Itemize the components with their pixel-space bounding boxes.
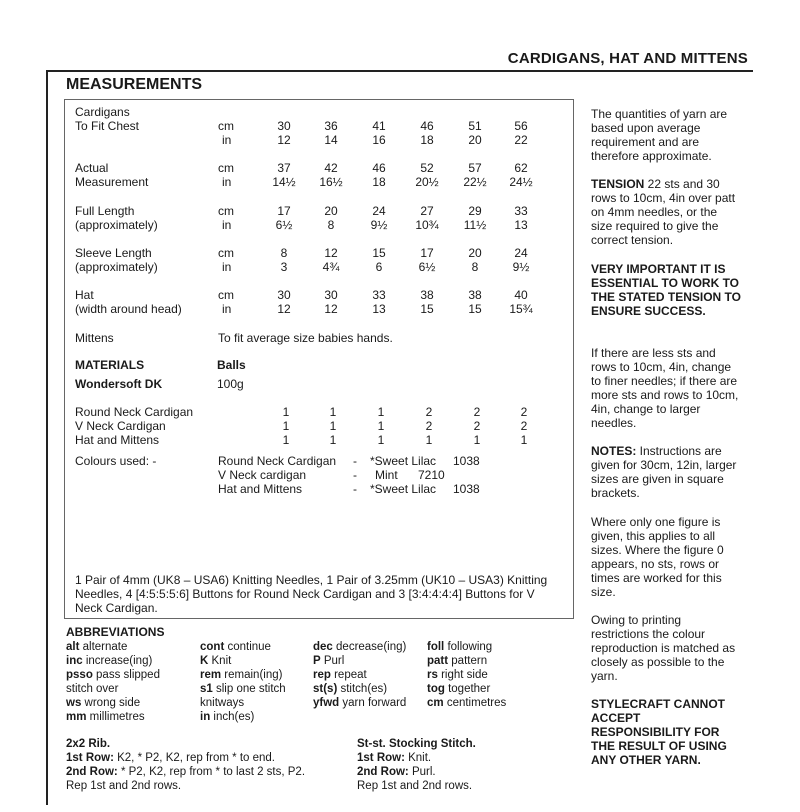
measure-value: 57 [468,161,482,175]
stocking-heading: St-st. Stocking Stitch. [357,738,476,750]
balls-value: 2 [425,405,433,419]
abbreviation-item [313,640,406,654]
unit-label: in [222,218,232,232]
row-label: Sleeve Length [75,246,152,260]
abbreviation-item [427,654,487,668]
row-label: Actual [75,161,109,175]
disclaimer: STYLECRAFT CANNOT ACCEPT RESPONSIBILITY FOR THE RESULT OF USING ANY OTHER YARN. [591,697,727,767]
yarn-weight: 100g [217,377,244,391]
colour-item: V Neck cardigan [218,468,307,482]
measure-value: 30 [324,288,338,302]
measure-value: 24 [372,204,386,218]
measure-value: 17 [420,246,434,260]
unit-label: in [222,302,232,316]
measure-value: 24 [514,246,528,260]
stocking-row-2-text: Purl. [408,766,436,778]
unit-label: in [222,260,232,274]
abbreviation-meaning: Knit [208,655,232,667]
colour-dash: - [353,482,357,496]
important-note: VERY IMPORTANT IT IS ESSENTIAL TO WORK TO THE STATED TENSION TO ENSURE SUCCESS. [591,262,742,318]
page-title: CARDIGANS, HAT AND MITTENS [507,50,748,67]
measure-value: 33 [514,204,528,218]
colour-dash: - [353,454,357,468]
abbreviation-meaning: inch(es) [210,711,255,723]
measure-value: 18 [372,175,386,189]
notes-label: NOTES: [591,444,637,458]
balls-value: 2 [425,419,433,433]
abbreviation-term: st(s) [313,683,338,695]
left-border-line [46,70,48,805]
measure-value: 20 [468,133,482,147]
abbreviation-item [66,682,118,696]
abbreviation-term: dec [313,641,333,653]
rib-row-2-label: 2nd Row: [66,766,118,778]
measure-value: 8 [471,260,479,274]
yarn-name: Wondersoft DK [75,377,163,391]
measure-value: 51 [468,119,482,133]
stocking-row-2 [357,765,436,779]
rib-row-1 [66,751,275,765]
measure-value: 22 [514,133,528,147]
abbreviation-item [313,696,406,710]
measure-value: 46 [372,161,386,175]
colour-note: Owing to printing restrictions the colour reproduction is matched as closely as possible to the yarn. [591,613,736,683]
rib-heading: 2x2 Rib. [66,738,111,750]
abbreviation-item [200,682,286,696]
abbreviation-meaning: decrease(ing) [332,641,407,653]
unit-label: cm [218,161,234,175]
measure-value: 8 [280,246,288,260]
abbreviation-meaning: together [444,683,491,695]
row-label: Full Length [75,204,135,218]
abbreviation-term: mm [66,711,87,723]
measure-value: 52 [420,161,434,175]
measure-value: 15 [372,246,386,260]
abbreviation-meaning: alternate [79,641,128,653]
measure-value: 6½ [418,260,436,274]
measure-value: 62 [514,161,528,175]
tension-label: TENSION [591,177,645,191]
row-label: Measurement [75,175,149,189]
abbreviation-term: rs [427,669,438,681]
balls-value: 1 [425,433,433,447]
mittens-text: To fit average size babies hands. [218,331,393,345]
balls-value: 2 [473,419,481,433]
balls-value: 1 [520,433,528,447]
colour-shade: *Sweet Lilac [370,454,437,468]
measure-value: 29 [468,204,482,218]
abbreviation-term: rem [200,669,222,681]
abbreviation-item [66,696,140,710]
abbreviation-item [66,668,160,682]
abbreviations-heading: ABBREVIATIONS [66,625,165,639]
notes-note [591,444,741,500]
balls-value: 2 [520,419,528,433]
measure-value: 36 [324,119,338,133]
abbreviation-item [66,640,127,654]
row-label: Cardigans [75,105,130,119]
abbreviation-meaning: millimetres [86,711,145,723]
measure-value: 40 [514,288,528,302]
measure-value: 13 [372,302,386,316]
measure-value: 38 [468,288,482,302]
balls-row-label: Round Neck Cardigan [75,405,194,419]
measure-value: 14 [324,133,338,147]
abbreviation-term: cm [427,697,444,709]
rib-row-2-text: * P2, K2, rep from * to last 2 sts, P2. [117,766,306,778]
stocking-repeat: Rep 1st and 2nd rows. [357,780,473,792]
abbreviation-term: alt [66,641,80,653]
colours-label: Colours used: - [75,454,157,468]
measure-value: 12 [324,302,338,316]
abbreviation-meaning: pass slipped [92,669,160,681]
measure-value: 20 [324,204,338,218]
colour-dash: - [353,468,357,482]
colour-item: Round Neck Cardigan [218,454,337,468]
abbreviation-meaning: following [444,641,493,653]
measure-value: 10¾ [415,218,439,232]
notes-text: Instructions are given for 30cm, 12in, larger sizes are given in square brackets. [591,444,737,500]
measure-value: 3 [280,260,288,274]
yarn-quantity-note: The quantities of yarn are based upon average requirement and are therefore approximate. [591,107,728,163]
measure-value: 12 [277,302,291,316]
figures-note: Where only one figure is given, this applies to all sizes. Where the figure 0 appears, no sts, rows or times are worked for this size. [591,515,724,599]
needles-text: 1 Pair of 4mm (UK8 – USA6) Knitting Needles, 1 Pair of 3.25mm (UK10 – USA3) Knitting Needles, 4 [4:5:5:5:6] Buttons for Round Neck Cardigan and 3 [3:4:4:4:4] Buttons for V Neck Cardigan. [75,573,548,615]
measure-value: 37 [277,161,291,175]
row-label: (width around head) [75,302,182,316]
needle-change-note: If there are less sts and rows to 10cm, 4in, change to finer needles; if there are more sts and rows to 10cm, 4in, change to larger needles. [591,346,739,430]
row-label: Hat [75,288,94,302]
abbreviation-item [200,640,271,654]
rib-row-2 [66,765,305,779]
colour-shade: *Sweet Lilac [370,482,437,496]
stocking-row-1-text: Knit. [404,752,432,764]
materials-label: MATERIALS [75,358,145,372]
balls-value: 2 [473,405,481,419]
stocking-row-1 [357,751,431,765]
measure-value: 30 [277,288,291,302]
abbreviation-term: in [200,711,211,723]
unit-label: in [222,133,232,147]
balls-value: 1 [329,405,337,419]
colour-shade: Mint [375,468,398,482]
measure-value: 9½ [370,218,388,232]
abbreviation-item [66,710,145,724]
measure-value: 22½ [463,175,487,189]
measure-value: 42 [324,161,338,175]
measure-value: 15 [468,302,482,316]
measure-value: 13 [514,218,528,232]
measure-value: 6½ [275,218,293,232]
measure-value: 24½ [509,175,533,189]
measurements-heading: MEASUREMENTS [66,76,203,93]
abbreviation-meaning: stitch over [66,683,119,695]
tension-note [591,177,741,247]
abbreviation-item [427,696,506,710]
abbreviation-term: K [200,655,209,667]
balls-row-label: V Neck Cardigan [75,419,166,433]
abbreviation-meaning: Purl [320,655,345,667]
balls-value: 1 [282,405,290,419]
abbreviation-meaning: centimetres [443,697,507,709]
measure-value: 6 [375,260,383,274]
measure-value: 20½ [415,175,439,189]
balls-value: 1 [282,433,290,447]
balls-value: 1 [377,405,385,419]
balls-row-label: Hat and Mittens [75,433,160,447]
balls-value: 1 [329,419,337,433]
abbreviation-term: s1 [200,683,213,695]
abbreviation-item [66,654,152,668]
abbreviation-meaning: repeat [330,669,367,681]
balls-value: 1 [377,433,385,447]
balls-label: Balls [217,358,246,372]
measure-value: 15¾ [509,302,533,316]
abbreviation-meaning: knitways [200,697,245,709]
colour-item: Hat and Mittens [218,482,303,496]
rib-row-1-text: K2, * P2, K2, rep from * to end. [113,752,276,764]
abbreviation-meaning: yarn forward [339,697,407,709]
colour-code: 1038 [453,454,480,468]
abbreviation-item [427,668,488,682]
abbreviation-item [200,710,254,724]
abbreviation-term: tog [427,683,445,695]
abbreviation-term: rep [313,669,331,681]
measure-value: 41 [372,119,386,133]
measure-value: 8 [327,218,335,232]
abbreviation-term: patt [427,655,449,667]
measure-value: 18 [420,133,434,147]
abbreviation-meaning: slip one stitch [212,683,286,695]
abbreviation-meaning: increase(ing) [82,655,153,667]
abbreviation-term: P [313,655,321,667]
abbreviation-item [200,668,282,682]
abbreviation-meaning: right side [437,669,488,681]
measure-value: 33 [372,288,386,302]
row-label: (approximately) [75,218,158,232]
tension-text: 22 sts and 30 rows to 10cm, 4in over patt on 4mm needles, or the size required to give the correct tension. [591,177,736,247]
colour-code: 1038 [453,482,480,496]
abbreviation-item [427,640,492,654]
abbreviation-term: cont [200,641,225,653]
unit-label: in [222,175,232,189]
colour-code: 7210 [418,468,445,482]
abbreviation-meaning: wrong side [81,697,141,709]
abbreviation-meaning: stitch(es) [337,683,388,695]
abbreviation-item [200,696,244,710]
abbreviation-term: inc [66,655,83,667]
rib-row-1-label: 1st Row: [66,752,114,764]
header-rule [46,70,753,72]
balls-value: 1 [473,433,481,447]
measure-value: 56 [514,119,528,133]
measure-value: 20 [468,246,482,260]
balls-value: 1 [377,419,385,433]
row-label: To Fit Chest [75,119,140,133]
abbreviation-item [313,654,344,668]
abbreviation-item [313,682,387,696]
unit-label: cm [218,288,234,302]
measure-value: 15 [420,302,434,316]
measure-value: 12 [324,246,338,260]
abbreviation-term: psso [66,669,93,681]
balls-value: 2 [520,405,528,419]
abbreviation-meaning: remain(ing) [221,669,283,681]
mittens-label: Mittens [75,331,114,345]
abbreviation-meaning: pattern [448,655,488,667]
unit-label: cm [218,204,234,218]
measure-value: 9½ [512,260,530,274]
rib-repeat: Rep 1st and 2nd rows. [66,780,182,792]
measure-value: 17 [277,204,291,218]
abbreviation-term: yfwd [313,697,340,709]
balls-value: 1 [329,433,337,447]
stocking-row-1-label: 1st Row: [357,752,405,764]
unit-label: cm [218,246,234,260]
stocking-row-2-label: 2nd Row: [357,766,409,778]
measure-value: 16½ [319,175,343,189]
measure-value: 38 [420,288,434,302]
measure-value: 12 [277,133,291,147]
measure-value: 11½ [463,218,487,232]
measure-value: 14½ [272,175,296,189]
abbreviation-term: ws [66,697,82,709]
measure-value: 16 [372,133,386,147]
measure-value: 46 [420,119,434,133]
measure-value: 30 [277,119,291,133]
row-label: (approximately) [75,260,158,274]
abbreviation-item [200,654,231,668]
measure-value: 4¾ [322,260,340,274]
abbreviation-meaning: continue [224,641,271,653]
abbreviation-item [313,668,367,682]
abbreviation-term: foll [427,641,445,653]
abbreviation-item [427,682,490,696]
measure-value: 27 [420,204,434,218]
unit-label: cm [218,119,234,133]
balls-value: 1 [282,419,290,433]
